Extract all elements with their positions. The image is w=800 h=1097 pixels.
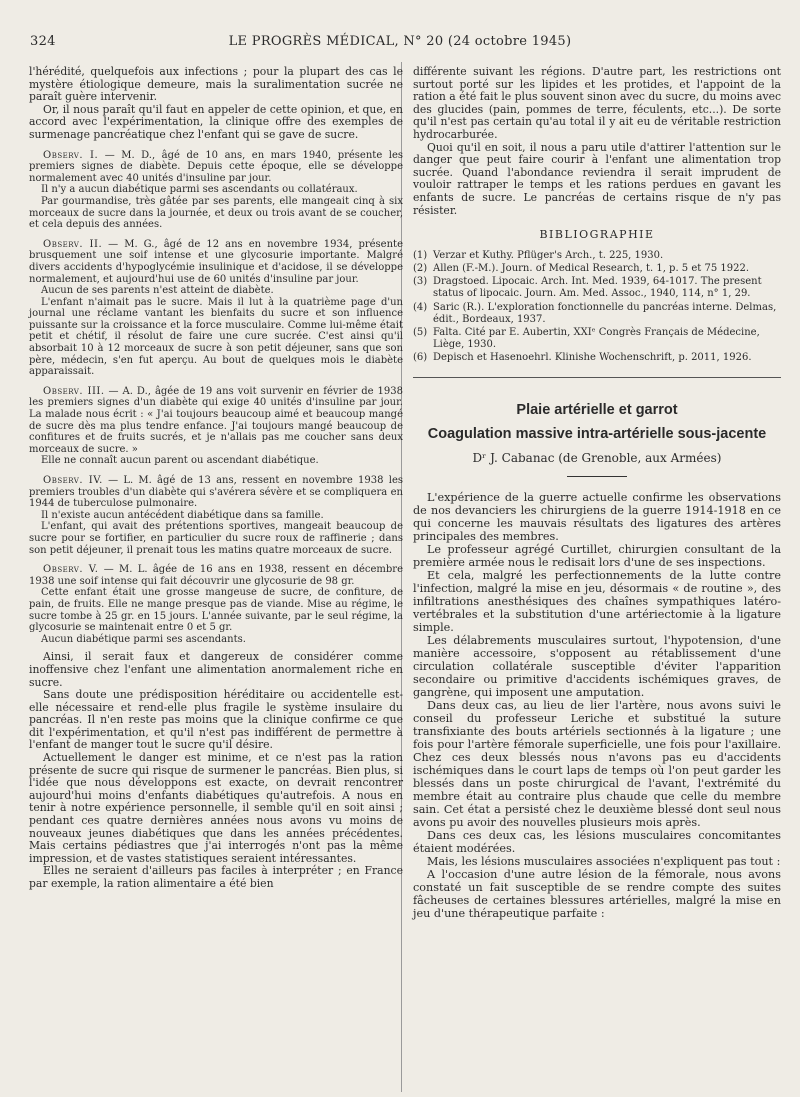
paragraph: L'enfant, qui avait des prétentions sportives, mangeait beaucoup de sucre pour se fortifier, en particulier du sucre roux de raffinerie ; dans son petit déjeuner, il prenait tous les matins quatre morceaux de sucre. [29, 521, 403, 556]
paragraph: — L. M. âgé de 13 ans, ressent en novembre 1938 les premiers troubles d'un diabète qui s'avérera sévère et se compliquera en 1944 de tuberculose pulmonaire. [29, 475, 403, 510]
title-rule [567, 476, 627, 477]
paragraph: Sans doute une prédisposition héréditaire ou accidentelle est-elle nécessaire et rend-elle plus fragile le système insulaire du pancréas. Il n'en reste pas moins que la clinique confirme ce que dit l'expérimentation, et qu'il n'est pas indifférent de permettre à l'enfant de manger tout le sucre qu'il désire. [29, 688, 403, 752]
paragraph: Cette enfant était une grosse mangeuse de sucre, de confiture, de pain, de fruits. Elle ne mange presque pas de viande. Mise au régime, le sucre tombe à 25 gr. en 15 jours. L'année suivante, par le seul régime, la glycosurie se maintenait entre 0 et 5 gr. [29, 587, 403, 634]
paragraph: L'enfant n'aimait pas le sucre. Mais il lut à la quatrième page d'un journal une réclame vantant les bienfaits du sucre et son influence puissante sur la croissance et la force musculaire. Comme lui-même était petit et chétif, il résolut de faire une cure sucrée. C'est ainsi qu'il absorbait 10 à 12 morceaux de sucre à son petit déjeuner, sans que son père, médecin, s'en fut aperçu. Au bout de quelques mois le diabète apparaissait. [29, 296, 403, 378]
paragraph: Il n'existe aucun antécédent diabétique dans sa famille. [41, 509, 324, 521]
bibliography-entry: (3) Dragstoed. Lipocaic. Arch. Int. Med. 1939, 64-1017. The present status of lipocaic. Journ. Am. Med. Assoc., 1940, 114, n° 1, 29. [413, 276, 762, 300]
paragraph: l'hérédité, quelquefois aux infections ; pour la plupart des cas le mystère étiologique demeure, mais la suralimentation sucrée ne paraît guère intervenir. [29, 65, 403, 104]
paragraph: Le professeur agrégé Curtillet, chirurgien consultant de la première armée nous le redisait lors d'une de ses inspections. [413, 543, 781, 570]
left-column [29, 66, 403, 891]
observation-label: Observ. III. [43, 385, 105, 397]
paragraph: Mais, les lésions musculaires associées n'expliquent pas tout : [427, 855, 781, 869]
paragraph: L'expérience de la guerre actuelle confirme les observations de nos devanciers les chirurgiens de la guerre 1914-1918 en ce qui concerne les mauvais résultats des ligatures des artères principales des membres. [413, 491, 781, 544]
paragraph: — M. G., âgé de 12 ans en novembre 1934, présente brusquement une soif intense et une glycosurie importante. Malgré divers accidents d'hypoglycémie insulinique et d'acidose, il se développe normalement, et aujourd'hui use de 60 unités d'insuline par jour. [29, 238, 403, 285]
bibliography-entry: (5) Falta. Cité par E. Aubertin, XXIᵉ Congrès Français de Médecine, Liège, 1930. [413, 326, 760, 351]
observation-4 [29, 475, 403, 556]
running-title: LE PROGRÈS MÉDICAL, N° 20 (24 octobre 1945) [228, 34, 572, 49]
paragraph: Aucun diabétique parmi ses ascendants. [41, 633, 246, 645]
paragraph: Il n'y a aucun diabétique parmi ses ascendants ou collatéraux. [41, 184, 358, 196]
bibliography-list [413, 250, 781, 365]
bibliography-entry: (1) Verzar et Kuthy. Pflüger's Arch., t. 225, 1930. [413, 249, 664, 261]
paragraph: Aucun de ses parents n'est atteint de diabète. [41, 285, 274, 297]
article-subtitle: Coagulation massive intra-artérielle sous-jacente [427, 425, 767, 442]
bibliography-entry: (4) Saric (R.). L'exploration fonctionnelle du pancréas interne. Delmas, édit., Bordeaux, 1937. [413, 301, 777, 325]
paragraph: — A. D., âgée de 19 ans voit survenir en février de 1938 les premiers signes d'un diabète qui exige 40 unités d'insuline par jour. La malade nous écrit : « J'ai toujours beaucoup aimé et beaucoup mangé de sucre dès ma plus tendre enfance. J'ai toujours mangé beaucoup de confitures et de fruits sucrés, et je n'allais pas me coucher sans deux morceaux de sucre. » [29, 385, 403, 455]
paragraph: Quoi qu'il en soit, il nous a paru utile d'attirer l'attention sur le danger que peut faire courir à l'enfant une alimentation trop sucrée. Quand l'abondance reviendra il serait imprudent de vouloir rattraper le temps et les rations perdues en gavant les enfants de sucre. Le pancréas de certains risque de n'y pas résister. [413, 140, 781, 217]
paragraph: Or, il nous paraît qu'il faut en appeler de cette opinion, et que, en accord avec l'expérimentation, la clinique offre des exemples de surmenage pancréatique chez l'enfant qui se gave de sucre. [29, 102, 403, 141]
paragraph: Actuellement le danger est minime, et ce n'est pas la ration présente de sucre qui risque de surmener le pancréas. Bien plus, si l'idée que nous développons est exacte, on devrait rencontrer aujourd'hui moins d'enfants diabétiques qu'autrefois. A nous en tenir à notre expérience personnelle, il semble qu'il en soit ainsi ; pendant ces quatre dernières années nous avons vu moins de nouveaux jeunes diabétiques que dans les années précédentes. Mais certains pédiastres que j'ai interrogés n'ont pas la même impression, et de vastes statistiques seraient intéressantes. [29, 751, 403, 865]
observation-5 [29, 564, 403, 645]
article-author: Dʳ J. Cabanac (de Grenoble, aux Armées) [472, 450, 722, 465]
paragraph: — M. L. âgée de 16 ans en 1938, ressent en décembre 1938 une soif intense qui fait découvrir une glycosurie de 98 gr. [29, 564, 403, 587]
paragraph: Dans deux cas, au lieu de lier l'artère, nous avons suivi le conseil du professeur Leriche et substitué la suture transfixiante des bouts artériels sectionnés à la ligature ; une fois pour l'artère fémorale superficielle, une fois pour l'axillaire. Chez ces deux blessés nous n'avons pas eu d'accidents ischémiques dans le court laps de temps où l'on peut garder les blessés dans un poste chirurgical de l'avant, l'extrémité du membre était au contraire plus chaude que celle du membre sain. Cet état a persisté chez le deuxième blessé dont seul nous avons pu avoir des nouvelles plusieurs mois après. [413, 699, 781, 830]
paragraph: A l'occasion d'une autre lésion de la fémorale, nous avons constaté un fait susceptible de se rendre compte des suites fâcheuses de certaines blessures artérielles, malgré la mise en jeu d'une thérapeutique parfaite : [413, 868, 781, 921]
article-title: Plaie artérielle et garrot [516, 401, 678, 418]
observation-label: Observ. I. [43, 149, 99, 161]
paragraph: différente suivant les régions. D'autre part, les restrictions ont surtout porté sur les lipides et les protides, et l'appoint de la ration a été fait le plus souvent sinon avec du sucre, du moins avec des glucides (pain, pommes de terre, féculents, etc...). De sorte qu'il n'est pas certain qu'au total il y ait eu de véritable restriction hydrocarburée. [413, 65, 782, 141]
paragraph: — M. D., âgé de 10 ans, en mars 1940, présente les premiers signes de diabète. Depuis cette époque, elle se développe normalement avec 40 unités d'insuline par jour. [29, 149, 403, 184]
observation-label: Observ. IV. [43, 475, 103, 486]
article-body [413, 491, 781, 920]
observation-label: Observ. II. [43, 238, 103, 250]
paragraph: Par gourmandise, très gâtée par ses parents, elle mangeait cinq à six morceaux de sucre dans la journée, et deux ou trois avant de se coucher, et cela depuis des années. [29, 195, 403, 231]
right-column [413, 66, 781, 920]
bibliography-entry: (6) Depisch et Hasenoehrl. Klinishe Wochenschrift, p. 2011, 1926. [413, 352, 752, 364]
paragraph: Elle ne connaît aucun parent ou ascendant diabétique. [41, 455, 319, 467]
observation-3 [29, 386, 403, 467]
page-number: 324 [30, 34, 56, 49]
observation-1 [29, 150, 403, 231]
paragraph: Et cela, malgré les perfectionnements de la lutte contre l'infection, malgré la mise en jeu, désormais « de routine », des infiltrations anesthésiques des chaînes sympathiques latéro-vertébrales et la substitution d'une artériectomie à la ligature simple. [413, 569, 781, 635]
paragraph: Elles ne seraient d'ailleurs pas faciles à interpréter ; en France par exemple, la ration alimentaire a été bien [29, 864, 403, 890]
section-separator [413, 377, 781, 378]
paragraph: Les délabrements musculaires surtout, l'hypotension, d'une manière accessoire, s'opposent au rétablissement d'une circulation collatérale susceptible d'éviter l'apparition secondaire ou primitive d'accidents ischémiques graves, de gangrène, qui imposent une amputation. [413, 634, 781, 700]
observation-label: Observ. V. [43, 564, 99, 576]
bibliography-heading: BIBLIOGRAPHIE [539, 228, 655, 242]
observation-2 [29, 239, 403, 378]
paragraph: Dans ces deux cas, les lésions musculaires concomitantes étaient modérées. [413, 829, 781, 856]
paragraph: Ainsi, il serait faux et dangereux de considérer comme inoffensive chez l'enfant une alimentation anormalement riche en sucre. [29, 650, 403, 689]
bibliography-entry: (2) Allen (F.-M.). Journ. of Medical Research, t. 1, p. 5 et 75 1922. [413, 262, 749, 274]
page-header [30, 34, 770, 54]
